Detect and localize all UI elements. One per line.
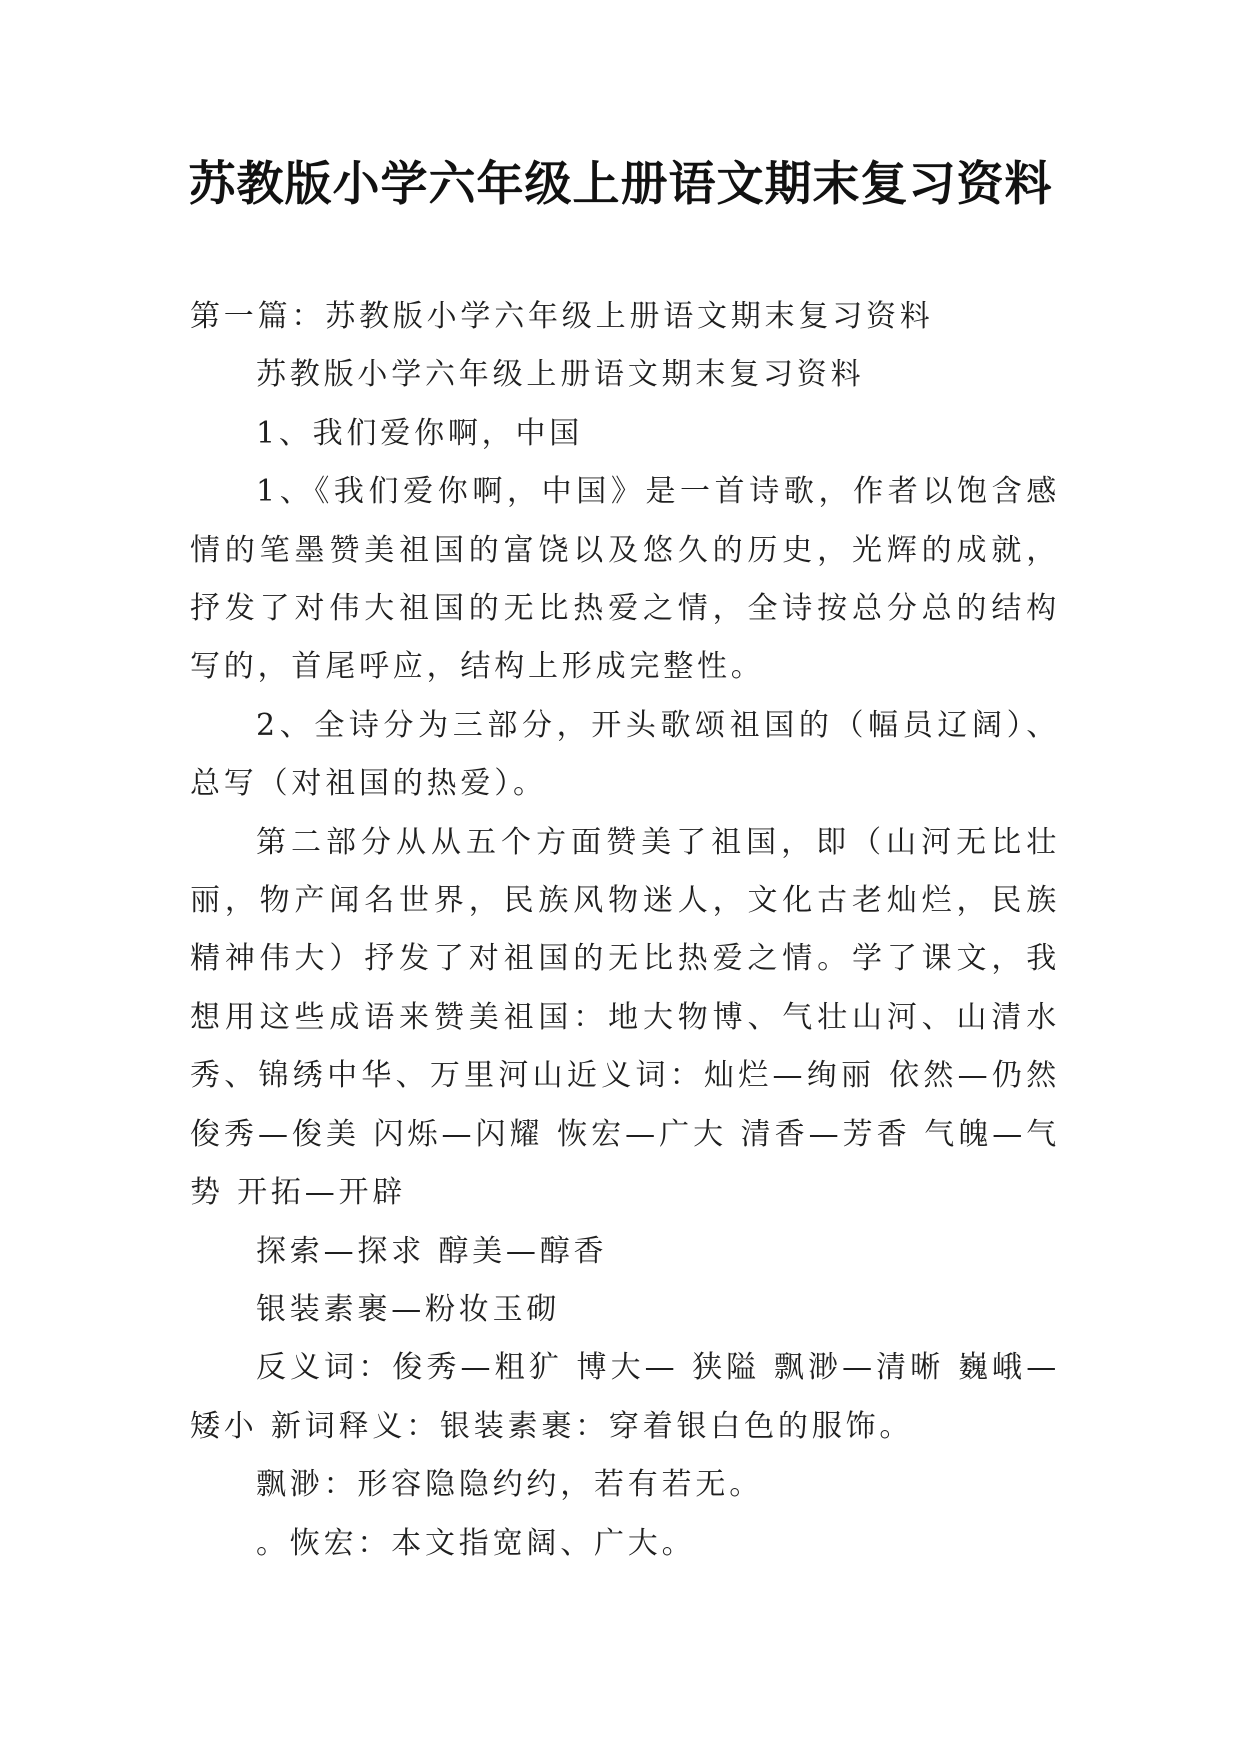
paragraph-subtitle: 苏教版小学六年级上册语文期末复习资料 <box>256 357 865 393</box>
paragraph-lesson-heading: 1、我们爱你啊，中国 <box>256 415 584 451</box>
paragraph-definition-huihong: 。恢宏：本文指宽阔、广大。 <box>256 1525 696 1561</box>
paragraph-point-2: 2、全诗分为三部分，开头歌颂祖国的（幅员辽阔）、总写（对祖国的热爱）。 <box>190 707 1060 802</box>
paragraph-synonyms-continued: 探索—探求 醇美—醇香 <box>256 1233 608 1269</box>
paragraph-definition-piaomiao: 飘渺：形容隐隐约约，若有若无。 <box>256 1467 763 1503</box>
paragraph-synonym-phrase: 银装素裹—粉妆玉砌 <box>256 1291 561 1327</box>
paragraph-point-1: 1、《我们爱你啊，中国》是一首诗歌，作者以饱含感情的笔墨赞美祖国的富饶以及悠久的历史，光辉的成就，抒发了对伟大祖国的无比热爱之情，全诗按总分总的结构写的，首尾呼应，结构上形成完整性。 <box>190 474 1060 685</box>
paragraph-section-heading: 第一篇：苏教版小学六年级上册语文期末复习资料 <box>190 299 934 334</box>
document-title: 苏教版小学六年级上册语文期末复习资料 <box>188 157 1053 212</box>
paragraph-part-two: 第二部分从从五个方面赞美了祖国，即（山河无比壮丽，物产闻名世界，民族风物迷人，文化古老灿烂，民族精神伟大）抒发了对祖国的无比热爱之情。学了课文，我想用这些成语来赞美祖国：地大物博、气壮山河、山清水秀、锦绣中华、万里河山近义词：灿烂—绚丽 依然—仍然 俊秀—俊美 闪烁—闪耀 恢宏—广大 清香—芳香 气魄—气势 开拓—开辟 <box>190 824 1060 1211</box>
paragraph-antonyms: 反义词：俊秀—粗犷 博大— 狭隘 飘渺—清晰 巍峨—矮小 新词释义：银装素裹：穿着银白色的服饰。 <box>190 1350 1060 1444</box>
document-body <box>190 288 1060 1573</box>
